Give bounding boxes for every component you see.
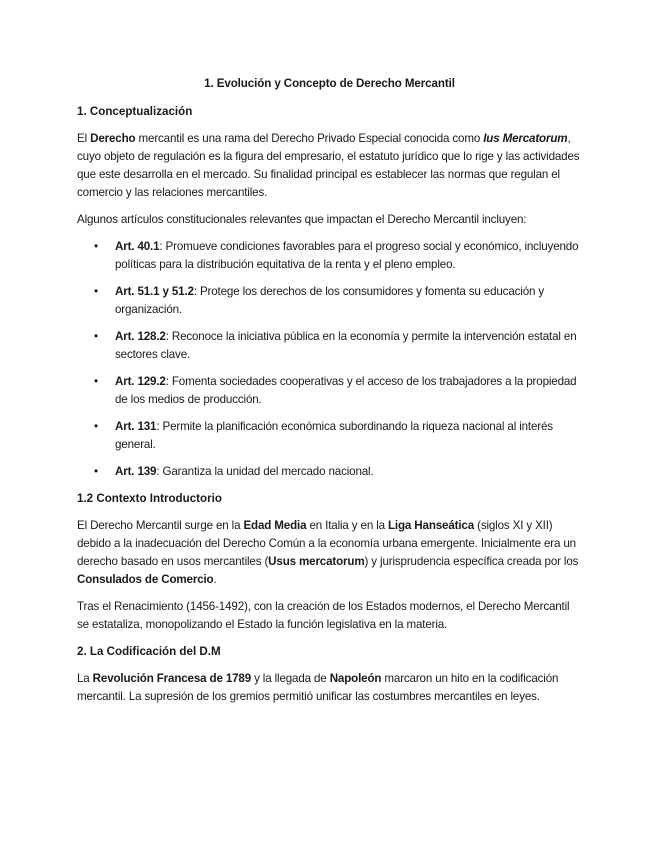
articles-list bbox=[77, 238, 582, 481]
bold-term: Derecho bbox=[90, 132, 136, 145]
list-item: • Art. 129.2: Fomenta sociedades cooperativas y el acceso de los trabajadores a la propiedad de los medios de producción. bbox=[77, 373, 582, 409]
list-item: • Art. 131: Permite la planificación económica subordinando la riqueza nacional al interés general. bbox=[77, 418, 582, 454]
document-page bbox=[77, 75, 582, 715]
paragraph-renacimiento: Tras el Renacimiento (1456-1492), con la creación de los Estados modernos, el Derecho Mercantil se estataliza, monopolizando el Estado la función legislativa en la materia. bbox=[77, 600, 570, 631]
paragraph-codificacion: La Revolución Francesa de 1789 y la llegada de Napoleón marcaron un hito en la codificación mercantil. La supresión de los gremios permitió unificar las costumbres mercantiles en leyes. bbox=[77, 672, 559, 703]
paragraph-definicion: El Derecho mercantil es una rama del Derecho Privado Especial conocida como Ius Mercatorum, cuyo objeto de regulación es la figura del empresario, el estatuto jurídico que lo rige y las actividades que este desarrolla en el mercado. Su finalidad principal es establecer las normas que regulan el comercio y las relaciones mercantiles. bbox=[77, 132, 580, 199]
section-heading-conceptualizacion: 1. Conceptualización bbox=[77, 105, 193, 118]
paragraph-origen: El Derecho Mercantil surge en la Edad Media en Italia y en la Liga Hanseática (siglos XI y XII) debido a la inadecuación del Derecho Común a la economía urbana emergente. Inicialmente era un derecho basado en usos mercantiles (Usus mercatorum) y jurisprudencia específica creada por los Consulados de Comercio. bbox=[77, 519, 579, 586]
document-title: 1. Evolución y Concepto de Derecho Mercantil bbox=[204, 77, 455, 90]
list-item: • Art. 40.1: Promueve condiciones favorables para el progreso social y económico, incluyendo políticas para la distribución equitativa de la renta y el pleno empleo. bbox=[77, 238, 582, 274]
section-heading-contexto: 1.2 Contexto Introductorio bbox=[77, 492, 222, 505]
list-item: • Art. 128.2: Reconoce la iniciativa pública en la economía y permite la intervención estatal en sectores clave. bbox=[77, 328, 582, 364]
list-item: • Art. 139: Garantiza la unidad del mercado nacional. bbox=[77, 463, 582, 481]
paragraph-articulos-intro: Algunos artículos constitucionales relevantes que impactan el Derecho Mercantil incluyen: bbox=[77, 213, 527, 226]
list-item: • Art. 51.1 y 51.2: Protege los derechos de los consumidores y fomenta su educación y organización. bbox=[77, 283, 582, 319]
section-heading-codificacion: 2. La Codificación del D.M bbox=[77, 645, 221, 658]
bold-italic-term: Ius Mercatorum bbox=[483, 132, 568, 145]
